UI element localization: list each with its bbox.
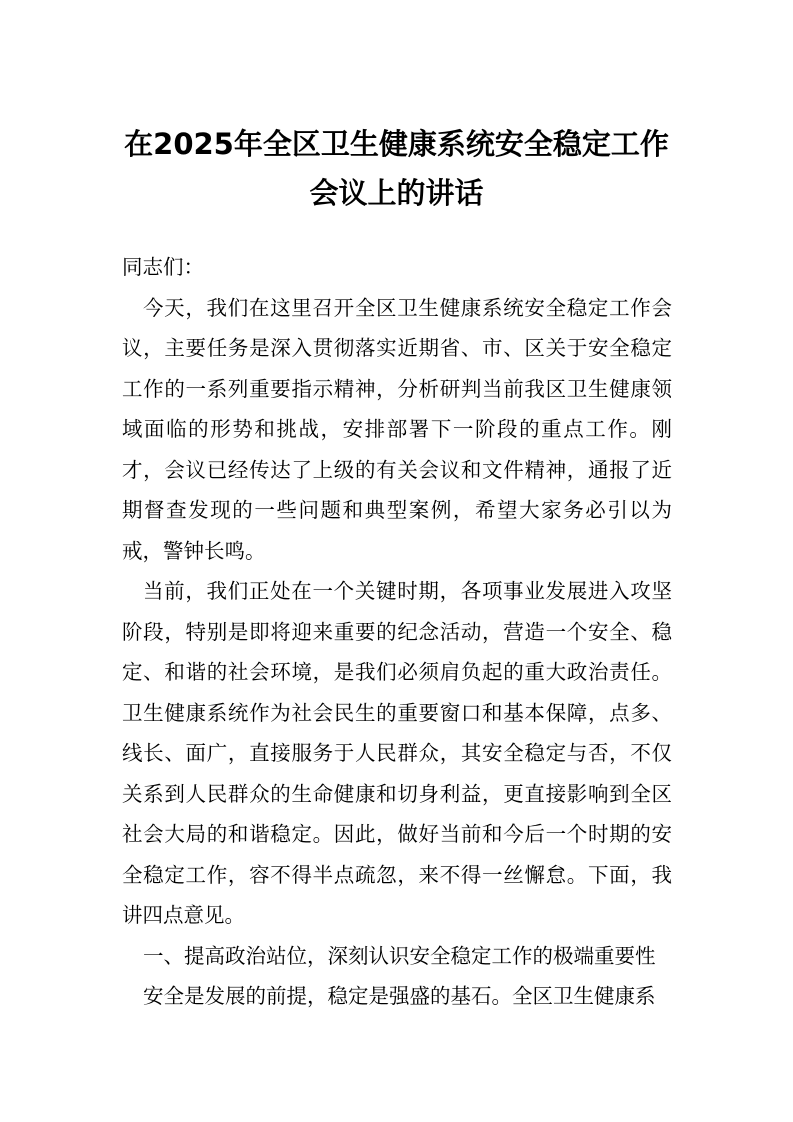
paragraph-section-1: 安全是发展的前提，稳定是强盛的基石。全区卫生健康系 <box>143 984 656 1008</box>
document-title-line-2: 会议上的讲话 <box>309 176 484 210</box>
paragraph-opening: 今天，我们在这里召开全区卫生健康系统安全稳定工作会议，主要任务是深入贯彻落实近期省、市、区关于安全稳定工作的一系列重要指示精神，分析研判当前我区卫生健康领域面临的形势和挑战，安排部署下一阶段的重点工作。刚才，会议已经传达了上级的有关会议和文件精神，通报了近期督查发现的一些问题和典型案例，希望大家务必引以为戒，警钟长鸣。 <box>122 295 672 563</box>
document-body <box>122 247 672 1017</box>
paragraph-situation: 当前，我们正处在一个关键时期，各项事业发展进入攻坚阶段，特别是即将迎来重要的纪念活动，营造一个安全、稳定、和谐的社会环境，是我们必须肩负起的重大政治责任。卫生健康系统作为社会民生的重要窗口和基本保障，点多、线长、面广，直接服务于人民群众，其安全稳定与否，不仅关系到人民群众的生命健康和切身利益，更直接影响到全区社会大局的和谐稳定。因此，做好当前和今后一个时期的安全稳定工作，容不得半点疏忽，来不得一丝懈怠。下面，我讲四点意见。 <box>122 579 672 927</box>
salutation: 同志们： <box>122 255 204 279</box>
section-heading-1: 一、提高政治站位，深刻认识安全稳定工作的极端重要性 <box>143 943 656 968</box>
document-title-line-1: 在2025年全区卫生健康系统安全稳定工作 <box>124 127 669 161</box>
